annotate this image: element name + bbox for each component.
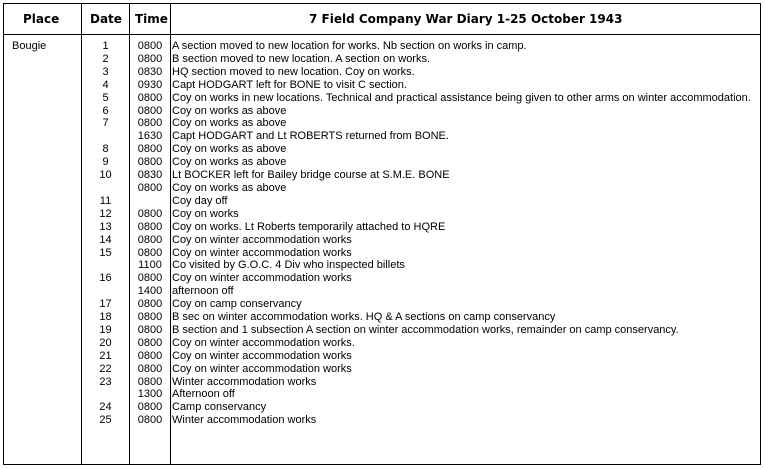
- date-cell: 11: [99, 194, 112, 207]
- date-cell: 17: [99, 298, 112, 311]
- entry-cell: afternoon off: [172, 285, 234, 298]
- table-row: [4, 53, 760, 66]
- date-cell: 8: [102, 143, 109, 156]
- time-cell: 0800: [137, 401, 163, 414]
- time-cell: 0830: [137, 169, 163, 182]
- entry-cell: Winter accommodation works: [172, 414, 317, 427]
- header-place: Place: [23, 12, 60, 26]
- entry-cell: Coy on works as above: [172, 181, 287, 194]
- entry-cell: A section moved to new location for works. Nb section on works in camp.: [172, 40, 527, 52]
- table-row: [4, 414, 760, 427]
- time-cell: 0800: [137, 104, 163, 117]
- date-cell: 13: [99, 220, 112, 233]
- date-cell: 15: [99, 246, 112, 259]
- time-cell: 0800: [137, 362, 163, 375]
- entry-cell: B sec on winter accommodation works. HQ & A sections on camp conservancy: [172, 311, 556, 324]
- table-row: [4, 40, 760, 53]
- entry-cell: Coy on works as above: [172, 143, 287, 156]
- time-cell: 0800: [137, 181, 163, 194]
- entry-cell: Coy on camp conservancy: [172, 298, 302, 311]
- table-row: [4, 350, 760, 363]
- header-time: Time: [135, 12, 168, 26]
- table-row: [4, 92, 760, 105]
- table-row: [4, 79, 760, 92]
- date-cell: 2: [102, 52, 109, 65]
- time-cell: 0800: [137, 40, 163, 52]
- time-cell: 0800: [137, 91, 163, 104]
- time-cell: 0930: [137, 78, 163, 91]
- date-cell: 22: [99, 362, 112, 375]
- time-cell: 0800: [137, 298, 163, 311]
- entry-cell: B section moved to new location. A section on works.: [172, 52, 431, 65]
- date-cell: 4: [102, 78, 109, 91]
- table-row: [4, 337, 760, 350]
- entry-cell: Coy on works as above: [172, 104, 287, 117]
- table-row: [4, 156, 760, 169]
- time-cell: 0800: [137, 207, 163, 220]
- date-cell: 18: [99, 311, 112, 324]
- time-cell: 0800: [137, 246, 163, 259]
- entry-cell: Coy on works: [172, 207, 239, 220]
- date-cell: 10: [99, 169, 112, 182]
- time-cell: 0800: [137, 349, 163, 362]
- date-cell: 21: [99, 349, 112, 362]
- table-row: [4, 182, 760, 195]
- entry-cell: Afternoon off: [172, 388, 235, 401]
- entry-cell: Capt HODGART left for BONE to visit C section.: [172, 78, 407, 91]
- date-cell: 24: [99, 401, 112, 414]
- table-row: [4, 66, 760, 79]
- entry-cell: Capt HODGART and Lt ROBERTS returned from BONE.: [172, 130, 449, 143]
- date-cell: 19: [99, 323, 112, 336]
- table-row: [4, 247, 760, 260]
- time-cell: 0830: [137, 65, 163, 78]
- place-cell: Bougie: [12, 40, 47, 52]
- entry-cell: Winter accommodation works: [172, 375, 317, 388]
- time-cell: 0800: [137, 375, 163, 388]
- time-cell: 0800: [137, 336, 163, 349]
- entry-cell: HQ section moved to new location. Coy on works.: [172, 65, 415, 78]
- entry-cell: Coy on works in new locations. Technical and practical assistance being given to other arms on winter accommodation.: [172, 91, 751, 104]
- war-diary-table: [3, 3, 761, 465]
- diary-title: 7 Field Company War Diary 1-25 October 1943: [309, 12, 623, 26]
- table-row: [4, 388, 760, 401]
- table-row: [4, 272, 760, 285]
- entry-cell: Coy on winter accommodation works.: [172, 336, 355, 349]
- date-cell: 9: [102, 156, 109, 169]
- entry-cell: Coy on works. Lt Roberts temporarily attached to HQRE: [172, 220, 446, 233]
- date-cell: 23: [99, 375, 112, 388]
- entry-cell: Coy day off: [172, 194, 228, 207]
- table-row: [4, 143, 760, 156]
- entry-cell: Coy on winter accommodation works: [172, 233, 352, 246]
- time-cell: 1400: [137, 285, 163, 298]
- table-row: [4, 311, 760, 324]
- table-row: [4, 324, 760, 337]
- date-cell: 12: [99, 207, 112, 220]
- table-row: [4, 221, 760, 234]
- table-row: [4, 298, 760, 311]
- header-date: Date: [90, 12, 122, 26]
- date-cell: 16: [99, 272, 112, 285]
- entry-cell: Coy on works as above: [172, 117, 287, 130]
- table-body: [4, 40, 760, 427]
- date-cell: 25: [99, 414, 112, 427]
- entry-cell: Lt BOCKER left for Bailey bridge course at S.M.E. BONE: [172, 169, 450, 182]
- time-cell: 0800: [137, 156, 163, 169]
- date-cell: 14: [99, 233, 112, 246]
- entry-cell: Coy on works as above: [172, 156, 287, 169]
- entry-cell: Coy on winter accommodation works: [172, 246, 352, 259]
- table-row: [4, 401, 760, 414]
- time-cell: 1100: [138, 259, 162, 272]
- table-row: [4, 195, 760, 208]
- entry-cell: Camp conservancy: [172, 401, 267, 414]
- time-cell: 0800: [137, 311, 163, 324]
- date-cell: 20: [99, 336, 112, 349]
- entry-cell: Coy on winter accommodation works: [172, 362, 352, 375]
- date-cell: 5: [102, 91, 109, 104]
- time-cell: 0800: [137, 220, 163, 233]
- table-row: [4, 376, 760, 389]
- time-cell: 1300: [137, 388, 163, 401]
- table-row: [4, 130, 760, 143]
- table-row: [4, 117, 760, 130]
- table-row: [4, 363, 760, 376]
- table-row: [4, 208, 760, 221]
- time-cell: 1630: [137, 130, 163, 143]
- table-row: [4, 105, 760, 118]
- date-cell: 1: [102, 40, 109, 52]
- entry-cell: Coy on winter accommodation works: [172, 349, 352, 362]
- date-cell: 6: [102, 104, 109, 117]
- entry-cell: Coy on winter accommodation works: [172, 272, 352, 285]
- time-cell: 0800: [137, 414, 163, 427]
- entry-cell: B section and 1 subsection A section on winter accommodation works, remainder on camp conservancy.: [172, 323, 679, 336]
- table-header: [4, 4, 760, 35]
- table-row: [4, 285, 760, 298]
- table-row: [4, 169, 760, 182]
- table-row: [4, 234, 760, 247]
- entry-cell: Co visited by G.O.C. 4 Div who inspected billets: [172, 259, 405, 272]
- time-cell: 0800: [137, 272, 163, 285]
- date-cell: 3: [102, 65, 109, 78]
- time-cell: 0800: [137, 52, 163, 65]
- time-cell: 0800: [137, 117, 163, 130]
- time-cell: 0800: [137, 143, 163, 156]
- date-cell: 7: [102, 117, 109, 130]
- time-cell: 0800: [137, 233, 163, 246]
- table-row: [4, 259, 760, 272]
- time-cell: 0800: [137, 323, 163, 336]
